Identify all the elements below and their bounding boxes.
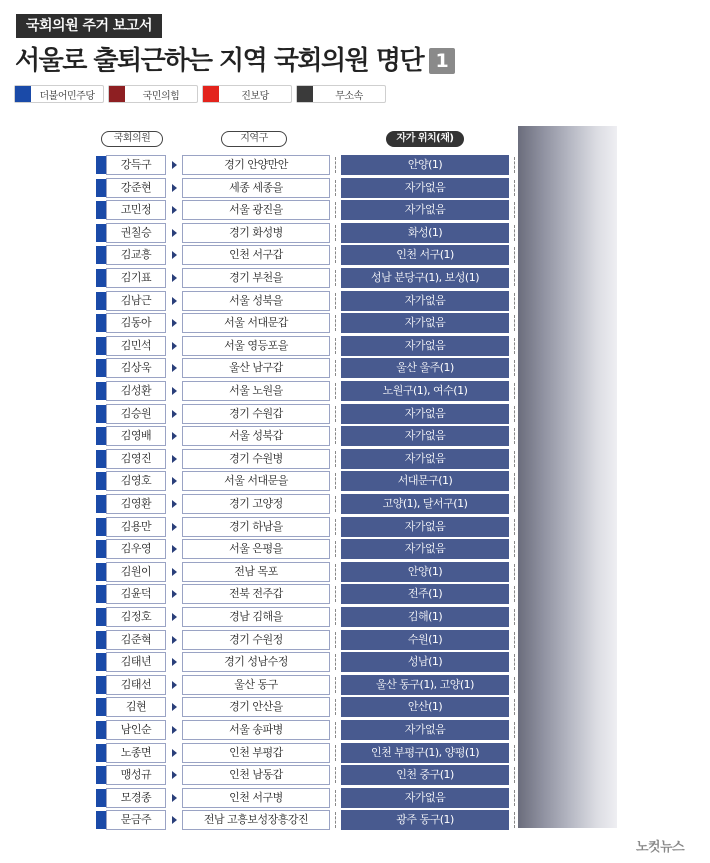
divider-left [335, 812, 336, 828]
table-row [0, 652, 520, 672]
member-name: 김우영 [106, 539, 166, 559]
home-cell: 광주 동구(1) [341, 810, 509, 830]
divider-right [514, 157, 515, 173]
home-cell: 자가없음 [341, 426, 509, 446]
district-cell: 인천 서구갑 [182, 245, 330, 265]
arrow-right-icon [172, 816, 177, 824]
divider-left [335, 315, 336, 331]
arrow-right-icon [172, 703, 177, 711]
district-cell: 경기 수원갑 [182, 404, 330, 424]
table-row [0, 810, 520, 830]
member-name: 모경종 [106, 788, 166, 808]
divider-left [335, 586, 336, 602]
home-cell: 자가없음 [341, 178, 509, 198]
divider-left [335, 157, 336, 173]
home-cell: 수원(1) [341, 630, 509, 650]
page-title-text: 서울로 출퇴근하는 지역 국회의원 명단 [15, 46, 424, 76]
gradient-panel [518, 126, 617, 828]
table-row [0, 223, 520, 243]
party-color-marker [96, 156, 106, 174]
home-cell: 노원구(1), 여수(1) [341, 381, 509, 401]
party-color-marker [96, 201, 106, 219]
legend-label: 진보당 [241, 90, 269, 102]
divider-right [514, 609, 515, 625]
district-cell: 울산 동구 [182, 675, 330, 695]
member-name: 김태선 [106, 675, 166, 695]
arrow-right-icon [172, 749, 177, 757]
divider-right [514, 360, 515, 376]
divider-right [514, 586, 515, 602]
home-cell: 자가없음 [341, 336, 509, 356]
district-cell: 경기 화성병 [182, 223, 330, 243]
member-name: 김윤덕 [106, 584, 166, 604]
district-cell: 서울 서대문갑 [182, 313, 330, 333]
district-cell: 경기 안산을 [182, 697, 330, 717]
table-row [0, 268, 520, 288]
arrow-right-icon [172, 568, 177, 576]
home-cell: 자가없음 [341, 539, 509, 559]
home-cell: 성남(1) [341, 652, 509, 672]
arrow-right-icon [172, 251, 177, 259]
party-color-marker [96, 518, 106, 536]
divider-left [335, 270, 336, 286]
district-cell: 경기 고양정 [182, 494, 330, 514]
arrow-right-icon [172, 794, 177, 802]
table-row [0, 336, 520, 356]
home-cell: 전주(1) [341, 584, 509, 604]
district-cell: 경기 부천을 [182, 268, 330, 288]
party-color-marker [96, 382, 106, 400]
table-row [0, 517, 520, 537]
divider-left [335, 564, 336, 580]
district-cell: 전북 전주갑 [182, 584, 330, 604]
legend-item [296, 85, 386, 103]
legend-label: 무소속 [335, 90, 363, 102]
district-cell: 울산 남구갑 [182, 358, 330, 378]
table-row [0, 200, 520, 220]
home-cell: 자가없음 [341, 291, 509, 311]
divider-right [514, 315, 515, 331]
party-color-marker [96, 179, 106, 197]
legend-swatch [15, 86, 31, 102]
divider-right [514, 451, 515, 467]
member-name: 김남근 [106, 291, 166, 311]
home-cell: 화성(1) [341, 223, 509, 243]
divider-right [514, 767, 515, 783]
home-cell: 울산 울주(1) [341, 358, 509, 378]
party-color-marker [96, 495, 106, 513]
party-color-marker [96, 246, 106, 264]
member-name: 김교흥 [106, 245, 166, 265]
member-name: 강득구 [106, 155, 166, 175]
arrow-right-icon [172, 410, 177, 418]
party-color-marker [96, 631, 106, 649]
member-name: 김준혁 [106, 630, 166, 650]
table-row [0, 381, 520, 401]
divider-left [335, 632, 336, 648]
member-name: 김태년 [106, 652, 166, 672]
arrow-right-icon [172, 364, 177, 372]
divider-right [514, 519, 515, 535]
home-cell: 안양(1) [341, 155, 509, 175]
member-name: 김승원 [106, 404, 166, 424]
arrow-right-icon [172, 229, 177, 237]
table-row [0, 245, 520, 265]
member-name: 김민석 [106, 336, 166, 356]
arrow-right-icon [172, 184, 177, 192]
table-row [0, 291, 520, 311]
party-color-marker [96, 811, 106, 829]
divider-left [335, 496, 336, 512]
divider-left [335, 677, 336, 693]
member-name: 김원이 [106, 562, 166, 582]
divider-left [335, 699, 336, 715]
divider-left [335, 609, 336, 625]
party-color-marker [96, 359, 106, 377]
home-cell: 김해(1) [341, 607, 509, 627]
table-row [0, 743, 520, 763]
table-row [0, 404, 520, 424]
arrow-right-icon [172, 590, 177, 598]
party-color-marker [96, 721, 106, 739]
member-name: 고민정 [106, 200, 166, 220]
party-color-marker [96, 450, 106, 468]
divider-left [335, 519, 336, 535]
legend-swatch [297, 86, 313, 102]
divider-right [514, 247, 515, 263]
district-cell: 경기 하남을 [182, 517, 330, 537]
party-color-marker [96, 563, 106, 581]
divider-right [514, 812, 515, 828]
home-cell: 인천 부평구(1), 양평(1) [341, 743, 509, 763]
arrow-right-icon [172, 319, 177, 327]
home-cell: 고양(1), 달서구(1) [341, 494, 509, 514]
divider-right [514, 541, 515, 557]
member-name: 강준현 [106, 178, 166, 198]
home-cell: 성남 분당구(1), 보성(1) [341, 268, 509, 288]
divider-right [514, 790, 515, 806]
table-row [0, 539, 520, 559]
divider-right [514, 632, 515, 648]
arrow-right-icon [172, 432, 177, 440]
arrow-right-icon [172, 658, 177, 666]
divider-left [335, 654, 336, 670]
table-row [0, 449, 520, 469]
home-cell: 인천 중구(1) [341, 765, 509, 785]
home-cell: 자가없음 [341, 404, 509, 424]
legend-label: 더불어민주당 [39, 90, 95, 102]
arrow-right-icon [172, 726, 177, 734]
arrow-right-icon [172, 477, 177, 485]
district-cell: 서울 성북을 [182, 291, 330, 311]
district-cell: 전남 고흥보성장흥강진 [182, 810, 330, 830]
home-cell: 자가없음 [341, 517, 509, 537]
table-row [0, 155, 520, 175]
divider-left [335, 722, 336, 738]
district-cell: 전남 목포 [182, 562, 330, 582]
legend-item [202, 85, 292, 103]
party-color-marker [96, 337, 106, 355]
divider-right [514, 473, 515, 489]
party-color-marker [96, 585, 106, 603]
member-name: 김동아 [106, 313, 166, 333]
home-cell: 서대문구(1) [341, 471, 509, 491]
party-color-marker [96, 744, 106, 762]
divider-right [514, 564, 515, 580]
party-legend [14, 85, 386, 103]
party-color-marker [96, 269, 106, 287]
home-cell: 자가없음 [341, 449, 509, 469]
divider-left [335, 293, 336, 309]
district-cell: 서울 송파병 [182, 720, 330, 740]
arrow-right-icon [172, 206, 177, 214]
member-name: 맹성규 [106, 765, 166, 785]
divider-left [335, 745, 336, 761]
table-row [0, 494, 520, 514]
party-color-marker [96, 314, 106, 332]
divider-left [335, 790, 336, 806]
divider-right [514, 496, 515, 512]
divider-left [335, 451, 336, 467]
member-name: 김영배 [106, 426, 166, 446]
district-cell: 세종 세종을 [182, 178, 330, 198]
district-cell: 서울 은평을 [182, 539, 330, 559]
party-color-marker [96, 405, 106, 423]
district-cell: 인천 남동갑 [182, 765, 330, 785]
member-name: 김현 [106, 697, 166, 717]
district-cell: 경기 성남수정 [182, 652, 330, 672]
table-row [0, 788, 520, 808]
header-home: 자가 위치(채) [386, 131, 464, 147]
divider-right [514, 293, 515, 309]
arrow-right-icon [172, 274, 177, 282]
divider-left [335, 180, 336, 196]
table-row [0, 313, 520, 333]
home-cell: 자가없음 [341, 788, 509, 808]
arrow-right-icon [172, 681, 177, 689]
divider-right [514, 677, 515, 693]
legend-item [14, 85, 104, 103]
divider-right [514, 202, 515, 218]
header-district: 지역구 [221, 131, 287, 147]
divider-right [514, 699, 515, 715]
divider-right [514, 383, 515, 399]
table-row [0, 471, 520, 491]
member-name: 권칠승 [106, 223, 166, 243]
divider-right [514, 338, 515, 354]
party-color-marker [96, 472, 106, 490]
divider-right [514, 180, 515, 196]
divider-left [335, 202, 336, 218]
member-name: 김정호 [106, 607, 166, 627]
member-name: 김성환 [106, 381, 166, 401]
table-row [0, 562, 520, 582]
member-name: 노종면 [106, 743, 166, 763]
divider-left [335, 383, 336, 399]
party-color-marker [96, 540, 106, 558]
divider-right [514, 270, 515, 286]
table-row [0, 358, 520, 378]
divider-right [514, 428, 515, 444]
table-row [0, 178, 520, 198]
district-cell: 서울 광진을 [182, 200, 330, 220]
divider-left [335, 428, 336, 444]
party-color-marker [96, 789, 106, 807]
legend-swatch [109, 86, 125, 102]
arrow-right-icon [172, 545, 177, 553]
column-headers [0, 131, 710, 147]
home-cell: 울산 동구(1), 고양(1) [341, 675, 509, 695]
arrow-right-icon [172, 636, 177, 644]
district-cell: 서울 서대문을 [182, 471, 330, 491]
divider-left [335, 767, 336, 783]
divider-right [514, 745, 515, 761]
divider-left [335, 541, 336, 557]
legend-label: 국민의힘 [142, 90, 180, 102]
legend-swatch [203, 86, 219, 102]
divider-right [514, 654, 515, 670]
arrow-right-icon [172, 342, 177, 350]
party-color-marker [96, 676, 106, 694]
page-number-badge: 1 [429, 48, 455, 74]
member-name: 김용만 [106, 517, 166, 537]
party-color-marker [96, 224, 106, 242]
arrow-right-icon [172, 297, 177, 305]
party-color-marker [96, 653, 106, 671]
district-cell: 서울 성북갑 [182, 426, 330, 446]
district-cell: 인천 부평갑 [182, 743, 330, 763]
arrow-right-icon [172, 500, 177, 508]
district-cell: 서울 영등포을 [182, 336, 330, 356]
home-cell: 안산(1) [341, 697, 509, 717]
legend-item [108, 85, 198, 103]
district-cell: 경남 김해을 [182, 607, 330, 627]
arrow-right-icon [172, 613, 177, 621]
member-name: 김영진 [106, 449, 166, 469]
table-row [0, 426, 520, 446]
header-member: 국회의원 [101, 131, 163, 147]
table-row [0, 765, 520, 785]
table-row [0, 675, 520, 695]
member-name: 김기표 [106, 268, 166, 288]
divider-left [335, 338, 336, 354]
arrow-right-icon [172, 771, 177, 779]
divider-left [335, 225, 336, 241]
table-row [0, 630, 520, 650]
home-cell: 안양(1) [341, 562, 509, 582]
district-cell: 경기 수원병 [182, 449, 330, 469]
divider-right [514, 722, 515, 738]
home-cell: 인천 서구(1) [341, 245, 509, 265]
member-name: 김영호 [106, 471, 166, 491]
page-title [15, 44, 455, 78]
district-cell: 서울 노원을 [182, 381, 330, 401]
divider-left [335, 473, 336, 489]
member-name: 남인순 [106, 720, 166, 740]
divider-right [514, 406, 515, 422]
party-color-marker [96, 698, 106, 716]
table-row [0, 584, 520, 604]
divider-left [335, 247, 336, 263]
table-row [0, 607, 520, 627]
report-tag: 국회의원 주거 보고서 [16, 14, 162, 38]
divider-left [335, 360, 336, 376]
home-cell: 자가없음 [341, 313, 509, 333]
party-color-marker [96, 766, 106, 784]
arrow-right-icon [172, 387, 177, 395]
member-name: 문금주 [106, 810, 166, 830]
arrow-right-icon [172, 455, 177, 463]
party-color-marker [96, 608, 106, 626]
brand-logo: 노컷뉴스 [636, 840, 685, 855]
table-row [0, 720, 520, 740]
member-name: 김상욱 [106, 358, 166, 378]
party-color-marker [96, 427, 106, 445]
district-cell: 경기 안양만안 [182, 155, 330, 175]
table-row [0, 697, 520, 717]
divider-left [335, 406, 336, 422]
district-cell: 경기 수원정 [182, 630, 330, 650]
home-cell: 자가없음 [341, 200, 509, 220]
arrow-right-icon [172, 161, 177, 169]
home-cell: 자가없음 [341, 720, 509, 740]
divider-right [514, 225, 515, 241]
district-cell: 인천 서구병 [182, 788, 330, 808]
member-name: 김영환 [106, 494, 166, 514]
party-color-marker [96, 292, 106, 310]
arrow-right-icon [172, 523, 177, 531]
